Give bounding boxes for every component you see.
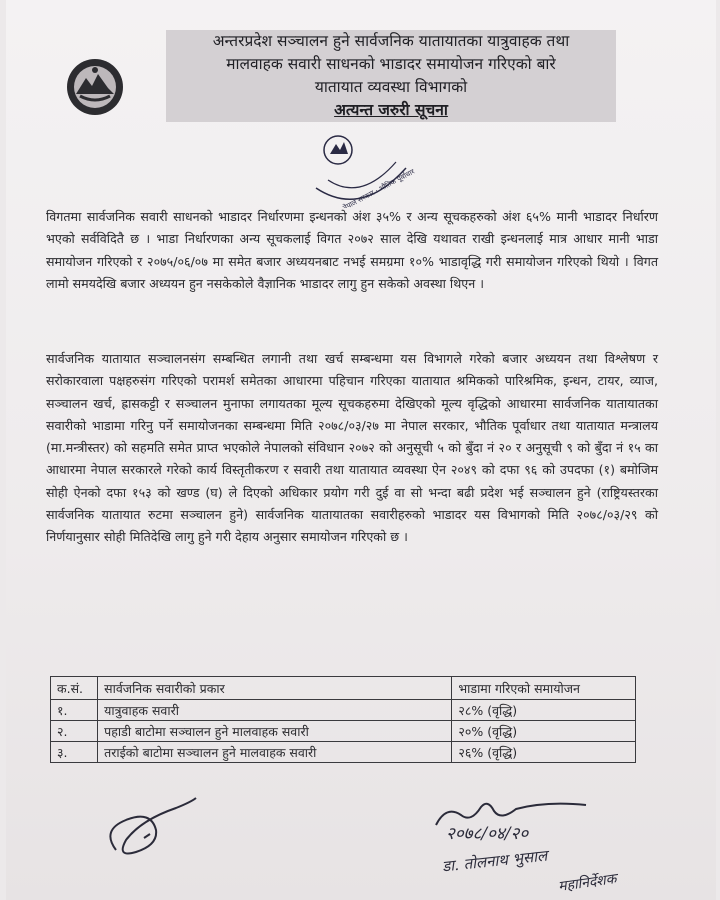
nepal-emblem-logo	[60, 56, 130, 118]
header-line-1: अन्तरप्रदेश सञ्चालन हुने सार्वजनिक यातायातका यात्रुवाहक तथा	[212, 32, 570, 50]
signature-title: महानिर्देशक	[557, 870, 618, 895]
header-line-3: यातायात व्यवस्था विभागको	[314, 78, 468, 96]
serial-cell: ३.	[51, 742, 98, 763]
header-line-2: मालवाहक सवारी साधनको भाडादर समायोजन गरिएको बारे	[226, 55, 556, 73]
vehicle-type-cell: पहाडी बाटोमा सञ्चालन हुने मालवाहक सवारी	[98, 721, 452, 742]
header-line-4-urgent-notice: अत्यन्त जरुरी सूचना	[334, 101, 448, 119]
serial-cell: २.	[51, 721, 98, 742]
signature-date: २०७८/०४/२०	[446, 824, 529, 844]
vehicle-type-cell: तराईको बाटोमा सञ्चालन हुने मालवाहक सवारी	[98, 742, 452, 763]
left-signature	[96, 790, 206, 880]
adjustment-cell: २०% (वृद्धि)	[452, 721, 636, 742]
adjustment-cell: २८% (वृद्धि)	[452, 700, 636, 721]
fare-adjustment-table	[50, 676, 636, 763]
header-adjustment: भाडामा गरिएको समायोजन	[452, 677, 636, 700]
notice-header	[166, 30, 616, 122]
vehicle-type-cell: यात्रुवाहक सवारी	[98, 700, 452, 721]
table-row	[51, 742, 636, 763]
notice-page	[6, 0, 716, 900]
table-header-row	[51, 677, 636, 700]
ministry-stamp	[306, 128, 416, 208]
right-signature-block	[406, 795, 646, 900]
adjustment-cell: २६% (वृद्धि)	[452, 742, 636, 763]
header-serial: क.सं.	[51, 677, 98, 700]
paragraph-decision: सार्वजनिक यातायात सञ्चालनसंग सम्बन्धित लगानी तथा खर्च सम्बन्धमा यस विभागले गरेको बजार अध्ययन तथा विश्लेषण र सरोकारवाला पक्षहरुसंग गरिएको परामर्श समेतका आधारमा पहिचान गरिएका यातायात श्रमिकको पारिश्रमिक, इन्धन, टायर, व्याज, सञ्चालन खर्च, ह्रासकट्टी र सञ्चालन मुनाफा लगायतका मूल्य सूचकहरुमा देखिएको मूल्य वृद्धिको आधारमा सार्वजनिक यातायातका सवारीको भाडामा गरिनु पर्ने समायोजनका सम्बन्धमा मिति २०७८/०३/२७ मा नेपाल सरकार, भौतिक पूर्वाधार तथा यातायात मन्त्रालय (मा.मन्त्रीस्तर) को सहमति समेत प्राप्त भएकोले नेपालको संविधान २०७२ को अनुसूची ५ को बुँदा नं २० र अनुसूची ९ को बुँदा नं १५ का आधारमा नेपाल सरकारले गरेको कार्य विस्तृतीकरण र सवारी तथा यातायात व्यवस्था ऐन २०४९ को दफा ९६ को उपदफा (१) बमोजिम सोही ऐनको दफा १५३ को खण्ड (घ) ले दिएको अधिकार प्रयोग गरी दुई वा सो भन्दा बढी प्रदेश भई सञ्चालन हुने (राष्ट्रियस्तरका सार्वजनिक यातायात रुटमा सञ्चालन हुने) सार्वजनिक यातायातका सवारीहरुको भाडादर यस विभागको मिति २०७८/०३/२९ को निर्णयानुसार सोही मितिदेखि लागु हुने गरी देहाय अनुसार समायोजन गरिएको छ ।	[46, 351, 658, 545]
signature-name: डा. तोलनाथ भुसाल	[441, 846, 549, 876]
table-row	[51, 700, 636, 721]
paragraph-background: विगतमा सार्वजनिक सवारी साधनको भाडादर निर्धारणमा इन्धनको अंश ३५% र अन्य सूचकहरुको अंश ६५% मानी भाडादर निर्धारण भएको सर्वविदितै छ । भाडा निर्धारणका अन्य सूचकलाई विगत २०७२ साल देखि यथावत राखी इन्धनलाई मात्र आधार मानी भाडा समायोजन गरिएको र २०७५/०६/०७ मा समेत बजार अध्ययनबाट नभई समग्रमा १०% भाडावृद्धि गरी समायोजन गरिएको थियो । विगत लामो समयदेखि बजार अध्ययन हुन नसकेकोले वैज्ञानिक भाडादर लागु हुन सकेको अवस्था थिएन ।	[46, 209, 658, 291]
header-vehicle-type: सार्वजनिक सवारीको प्रकार	[98, 677, 452, 700]
table-row	[51, 721, 636, 742]
serial-cell: १.	[51, 700, 98, 721]
svg-text:नेपाल सरकार · भौतिक पूर्वाधार: नेपाल सरकार · भौतिक पूर्वाधार	[341, 167, 416, 208]
